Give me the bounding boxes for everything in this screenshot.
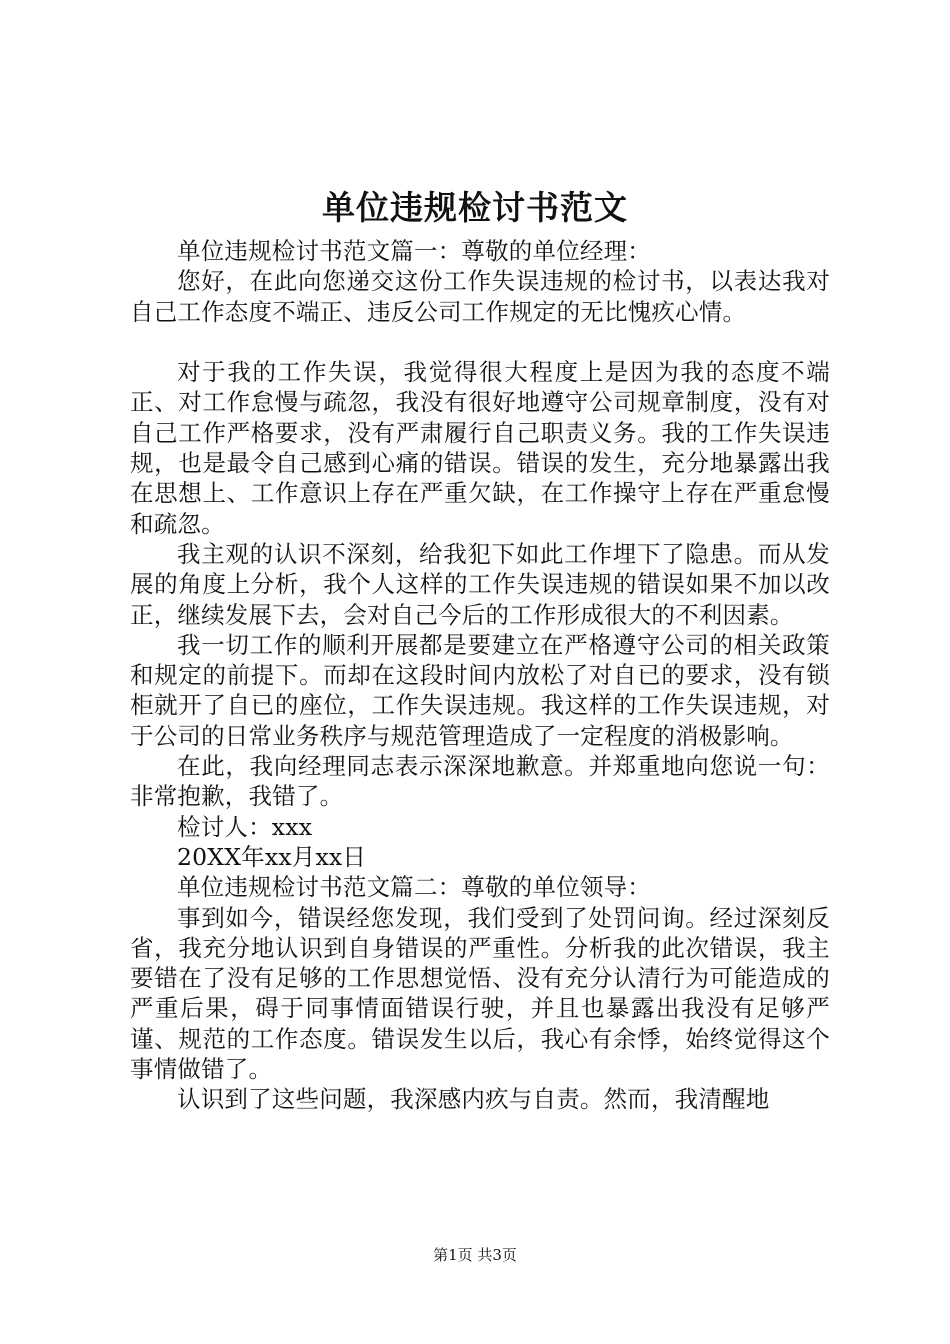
page-footer: 第1页 共3页 [433, 1246, 517, 1264]
paragraph-salutation-2: 单位违规检讨书范文篇二：尊敬的单位领导： [177, 873, 651, 902]
paragraph-salutation-1: 单位违规检讨书范文篇一：尊敬的单位经理： [177, 237, 651, 265]
paragraph: 认识到了这些问题，我深感内疚与自责。然而，我清醒地 [177, 1085, 770, 1114]
paragraph: 您好，在此向您递交这份工作失误违规的检讨书，以表达我对自己工作态度不端正、违反公司工作规定的无比愧疚心情。 [130, 267, 830, 326]
signature-author: 检讨人：xxx [177, 812, 313, 841]
document-body [130, 236, 830, 1115]
document-title: 单位违规检讨书范文 [322, 188, 628, 227]
paragraph: 事到如今，错误经您发现，我们受到了处罚问询。经过深刻反省，我充分地认识到自身错误的严重性。分析我的此次错误，我主要错在了没有足够的工作思想觉悟、没有充分认清行为可能造成的严重后果，碍于同事情面错误行驶，并且也暴露出我没有足够严谨、规范的工作态度。错误发生以后，我心有余悸，始终觉得这个事情做错了。 [130, 903, 830, 1084]
paragraph: 我主观的认识不深刻，给我犯下如此工作埋下了隐患。而从发展的角度上分析，我个人这样的工作失误违规的错误如果不加以改正，继续发展下去，会对自己今后的工作形成很大的不利因素。 [130, 539, 830, 629]
paragraph: 我一切工作的顺利开展都是要建立在严格遵守公司的相关政策和规定的前提下。而却在这段时间内放松了对自已的要求，没有锁柜就开了自已的座位，工作失误违规。我这样的工作失误违规，对于公司的日常业务秩序与规范管理造成了一定程度的消极影响。 [130, 630, 830, 750]
paragraph: 在此，我向经理同志表示深深地歉意。并郑重地向您说一句：非常抱歉，我错了。 [130, 752, 830, 811]
paragraph-gap [130, 327, 830, 357]
signature-date: 20XX年xx月xx日 [177, 842, 367, 871]
paragraph: 对于我的工作失误，我觉得很大程度上是因为我的态度不端正、对工作怠慢与疏忽，我没有很好地遵守公司规章制度，没有对自己工作严格要求，没有严肃履行自己职责义务。我的工作失误违规，也是最令自己感到心痛的错误。错误的发生，充分地暴露出我在思想上、工作意识上存在严重欠缺，在工作操守上存在严重怠慢和疏忽。 [130, 358, 830, 538]
